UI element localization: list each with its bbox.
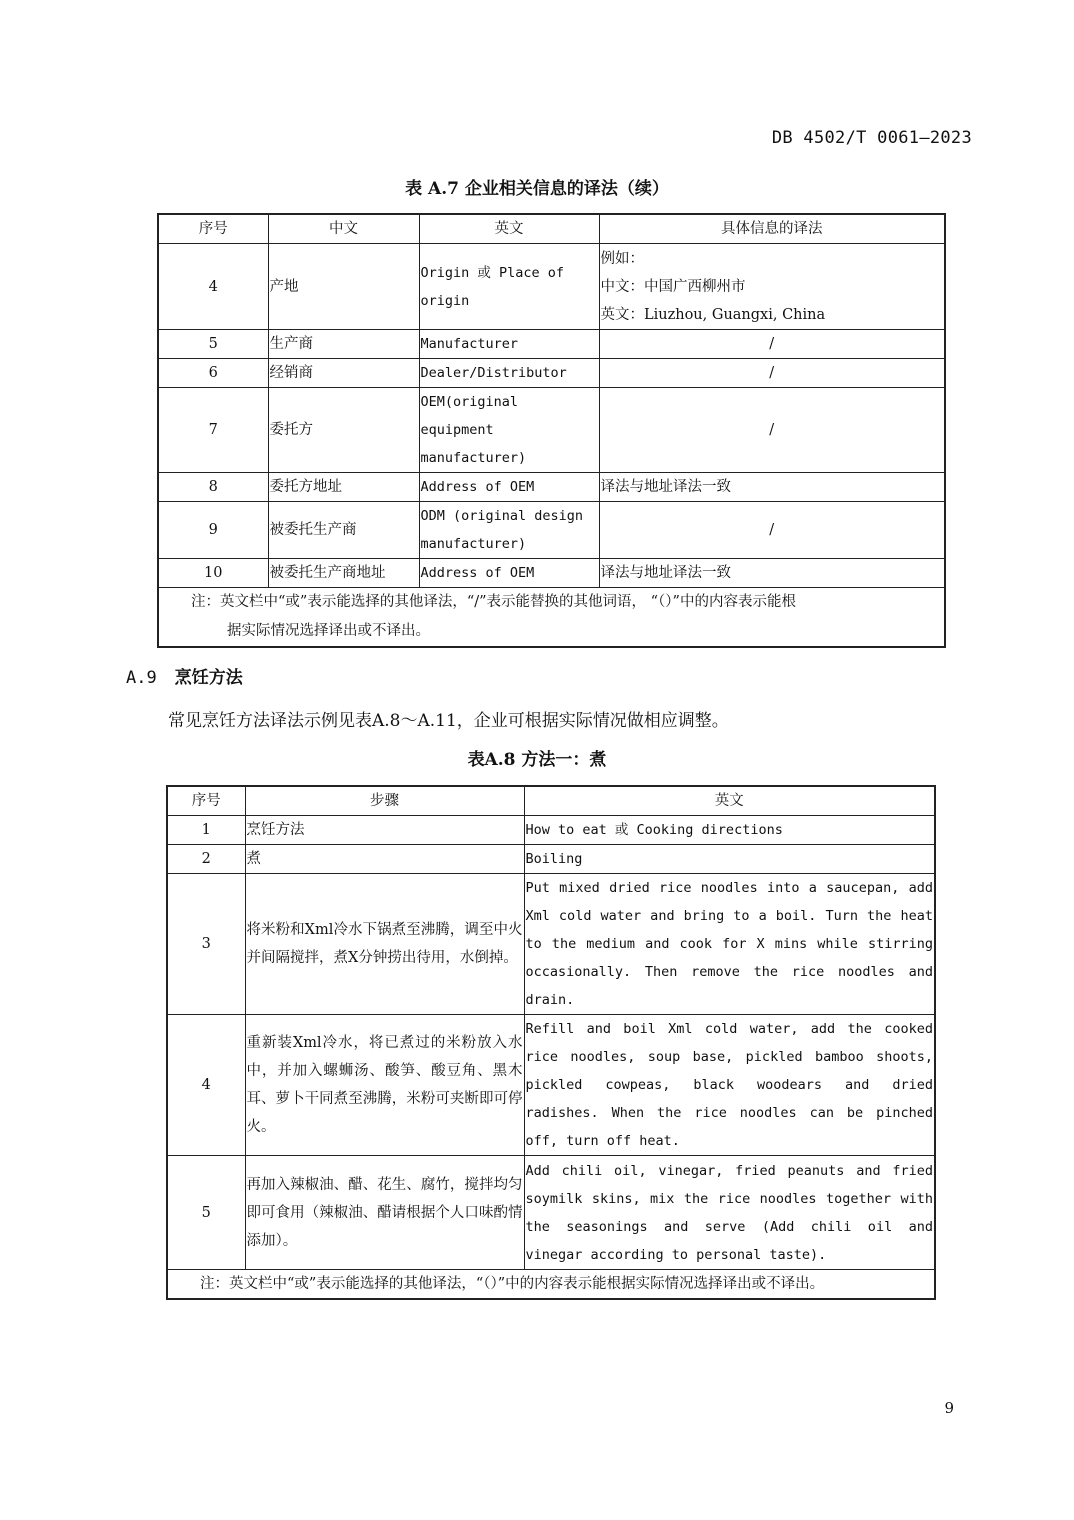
table-row	[158, 244, 945, 330]
row-step: 再加入辣椒油、醋、花生、腐竹，搅拌均匀即可食用（辣椒油、醋请根据个人口味酌情添加）。	[245, 1156, 524, 1270]
table-a8-header-step: 步骤	[245, 786, 524, 816]
row-detail: /	[599, 330, 945, 359]
row-en: Put mixed dried rice noodles into a saucepan, add Xml cold water and bring to a boil. Turn the heat to the medium and cook for X mins while stirring occasionally. Then remove the rice noodles and drain.	[524, 874, 935, 1015]
table-a8-header-en: 英文	[524, 786, 935, 816]
detail-line: 例如：	[600, 250, 644, 267]
row-en: How to eat 或 Cooking directions	[524, 816, 935, 845]
document-code: DB 4502/T 0061—2023	[771, 128, 972, 148]
table-row	[158, 330, 945, 359]
row-detail: /	[599, 502, 945, 559]
section-number: A.9	[126, 668, 157, 688]
table-row	[167, 1015, 935, 1156]
table-note-row	[158, 588, 945, 648]
row-no: 6	[158, 359, 268, 388]
table-a8-note: 注：英文栏中“或”表示能选择的其他译法，“（）”中的内容表示能根据实际情况选择译出或不译出。	[167, 1270, 935, 1300]
row-no: 5	[158, 330, 268, 359]
table-a7	[157, 213, 946, 648]
row-no: 4	[167, 1015, 245, 1156]
row-cn: 产地	[268, 244, 419, 330]
row-step: 煮	[245, 845, 524, 874]
table-row	[167, 845, 935, 874]
row-cn: 生产商	[268, 330, 419, 359]
row-step: 烹饪方法	[245, 816, 524, 845]
row-detail	[599, 244, 945, 330]
detail-line: 中文：中国广西柳州市	[600, 278, 746, 295]
row-detail: /	[599, 388, 945, 473]
row-step: 重新装Xml冷水，将已煮过的米粉放入水中，并加入螺蛳汤、酸笋、酸豆角、黑木耳、萝卜干同煮至沸腾，米粉可夹断即可停火。	[245, 1015, 524, 1156]
row-no: 10	[158, 559, 268, 588]
row-no: 4	[158, 244, 268, 330]
row-no: 8	[158, 473, 268, 502]
table-a8-caption: 表A.8 方法一：煮	[467, 750, 607, 770]
table-row	[158, 559, 945, 588]
row-no: 5	[167, 1156, 245, 1270]
row-no: 3	[167, 874, 245, 1015]
row-detail: 译法与地址译法一致	[599, 559, 945, 588]
table-a7-header-detail: 具体信息的译法	[599, 214, 945, 244]
row-no: 1	[167, 816, 245, 845]
row-cn: 经销商	[268, 359, 419, 388]
table-a8-header-no: 序号	[167, 786, 245, 816]
row-en: Boiling	[524, 845, 935, 874]
row-step: 将米粉和Xml冷水下锅煮至沸腾，调至中火并间隔搅拌，煮X分钟捞出待用，水倒掉。	[245, 874, 524, 1015]
table-row	[167, 1156, 935, 1270]
row-cn: 委托方地址	[268, 473, 419, 502]
row-detail: /	[599, 359, 945, 388]
row-no: 9	[158, 502, 268, 559]
table-a7-header-no: 序号	[158, 214, 268, 244]
row-en: Add chili oil, vinegar, fried peanuts and fried soymilk skins, mix the rice noodles together with the seasonings and serve (Add chili oil and vinegar according to personal taste).	[524, 1156, 935, 1270]
table-row	[167, 874, 935, 1015]
table-row	[158, 388, 945, 473]
row-no: 2	[167, 845, 245, 874]
table-a7-note	[158, 588, 945, 648]
row-en: Address of OEM	[419, 559, 599, 588]
table-a7-caption: 表 A.7 企业相关信息的译法（续）	[405, 179, 669, 199]
table-row	[158, 502, 945, 559]
table-row	[167, 816, 935, 845]
note-line-1: 注：英文栏中“或”表示能选择的其他译法，“/”表示能替换的其他词语， “（）”中的内容表示能根	[191, 594, 796, 610]
detail-line: 英文：Liuzhou, Guangxi, China	[600, 306, 826, 323]
row-en: OEM(original equipment manufacturer)	[419, 388, 599, 473]
row-detail: 译法与地址译法一致	[599, 473, 945, 502]
row-cn: 被委托生产商	[268, 502, 419, 559]
row-en: ODM (original design manufacturer)	[419, 502, 599, 559]
row-en: Origin 或 Place of origin	[419, 244, 599, 330]
page-number: 9	[944, 1399, 954, 1417]
section-title: 烹饪方法	[174, 668, 243, 688]
row-no: 7	[158, 388, 268, 473]
row-cn: 委托方	[268, 388, 419, 473]
table-row	[158, 359, 945, 388]
section-heading	[126, 663, 243, 688]
row-cn: 被委托生产商地址	[268, 559, 419, 588]
row-en: Refill and boil Xml cold water, add the cooked rice noodles, soup base, pickled bamboo shoots, pickled cowpeas, black woodears and dried radishes. When the rice noodles can be pinched off, turn off heat.	[524, 1015, 935, 1156]
row-en: Manufacturer	[419, 330, 599, 359]
row-en: Dealer/Distributor	[419, 359, 599, 388]
table-a7-header-en: 英文	[419, 214, 599, 244]
table-row	[158, 473, 945, 502]
table-a7-header-cn: 中文	[268, 214, 419, 244]
row-en: Address of OEM	[419, 473, 599, 502]
section-paragraph: 常见烹饪方法译法示例见表A.8～A.11，企业可根据实际情况做相应调整。	[168, 711, 729, 731]
table-a8	[166, 785, 936, 1300]
note-line-2: 据实际情况选择译出或不译出。	[227, 623, 430, 639]
table-note-row	[167, 1270, 935, 1300]
